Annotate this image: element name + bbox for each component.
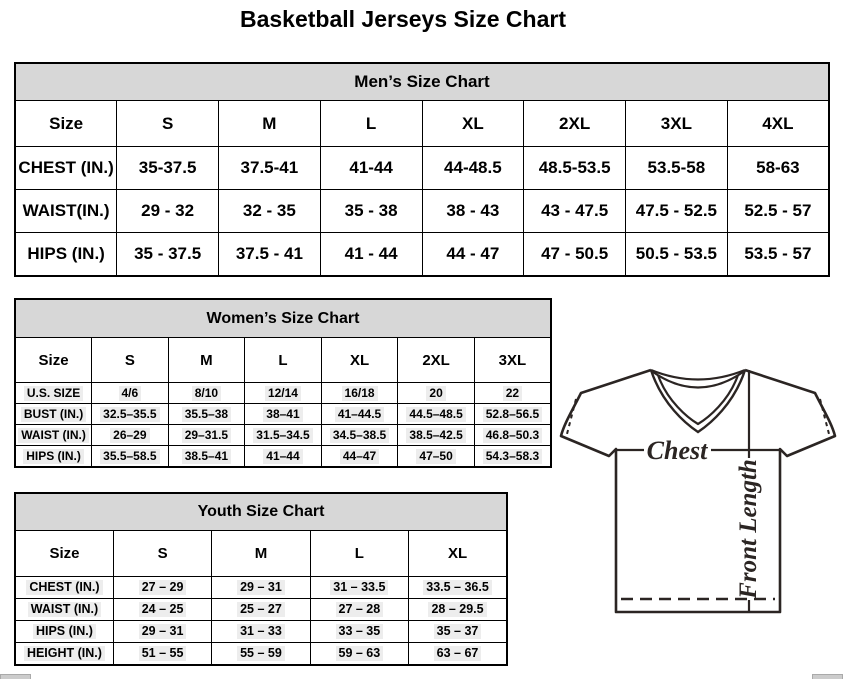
measurement-row [15,446,551,468]
size-range-value: 32.5–35.5 [100,407,159,422]
youth-chart-title: Youth Size Chart [15,493,507,531]
size-value-cell [409,577,507,599]
size-range-value: 33 – 35 [336,624,384,639]
size-value-cell [321,383,398,404]
size-range-value: 12/14 [265,386,301,401]
size-range-value: 52.8–56.5 [483,407,542,422]
col-header-size: Size [15,338,92,383]
size-value-cell [212,577,310,599]
measurement-row [15,233,829,277]
size-value-cell [320,147,422,190]
size-range-value: 43 - 47.5 [541,201,609,220]
size-value-cell [524,233,626,277]
measurement-row [15,621,507,643]
size-range-value: 35 - 37.5 [134,244,202,263]
size-value-cell [310,599,408,621]
size-value-cell [524,147,626,190]
size-value-cell [727,190,829,233]
chest-label: Chest [646,436,708,465]
measurement-label: CHEST (IN.) [26,580,102,595]
size-range-value: 38 - 43 [446,201,500,220]
measurement-label: WAIST (IN.) [18,428,89,443]
measurement-label-cell [15,190,117,233]
measurement-label: WAIST (IN.) [28,602,101,617]
size-range-value: 47–50 [416,449,455,464]
size-value-cell [320,190,422,233]
size-range-value: 27 – 28 [336,602,384,617]
size-value-cell [92,404,169,425]
size-range-value: 54.3–58.3 [483,449,542,464]
size-range-value: 53.5-58 [647,158,706,177]
size-range-value: 28 – 29.5 [428,602,486,617]
measurement-label-cell [15,599,113,621]
col-header-m: M [219,101,321,147]
size-value-cell [398,446,475,468]
size-value-cell [168,446,245,468]
size-range-value: 55 – 59 [237,646,285,661]
size-range-value: 4/6 [119,386,142,401]
measurement-label-cell [15,425,92,446]
measurement-row [15,425,551,446]
size-range-value: 47 - 50.5 [541,244,609,263]
size-value-cell [626,233,728,277]
size-range-value: 41–44 [263,449,302,464]
size-value-cell [474,425,551,446]
size-value-cell [168,404,245,425]
size-range-value: 35 – 37 [434,624,482,639]
size-range-value: 58-63 [756,158,800,177]
col-header-s: S [117,101,219,147]
size-value-cell [92,446,169,468]
size-value-cell [422,233,524,277]
size-value-cell [113,577,211,599]
size-range-value: 29 – 31 [139,624,187,639]
size-value-cell [92,383,169,404]
size-value-cell [398,404,475,425]
size-value-cell [310,643,408,666]
size-range-value: 33.5 – 36.5 [423,580,492,595]
size-range-value: 24 – 25 [139,602,187,617]
size-range-value: 37.5-41 [240,158,299,177]
size-range-value: 38–41 [263,407,302,422]
measurement-label: HEIGHT (IN.) [24,646,105,661]
size-range-value: 26–29 [110,428,149,443]
size-range-value: 59 – 63 [336,646,384,661]
size-value-cell [474,446,551,468]
size-value-cell [398,383,475,404]
size-value-cell [727,147,829,190]
size-value-cell [321,404,398,425]
measurement-label: HIPS (IN.) [27,244,105,263]
col-header-m: M [212,531,310,577]
col-header-l: L [245,338,322,383]
size-range-value: 41 - 44 [344,244,398,263]
size-range-value: 29 – 31 [237,580,285,595]
col-header-2xl: 2XL [524,101,626,147]
size-range-value: 50.5 - 53.5 [635,244,718,263]
mens-size-table [14,62,830,277]
measurement-label-cell [15,577,113,599]
measurement-row [15,643,507,666]
size-value-cell [524,190,626,233]
size-value-cell [168,425,245,446]
size-value-cell [219,190,321,233]
measurement-label: HIPS (IN.) [23,449,84,464]
col-header-3xl: 3XL [474,338,551,383]
measurement-label-cell [15,621,113,643]
size-value-cell [245,383,322,404]
size-range-value: 38.5–41 [182,449,231,464]
size-value-cell [117,233,219,277]
size-range-value: 52.5 - 57 [744,201,812,220]
size-range-value: 44 - 47 [446,244,500,263]
size-value-cell [474,404,551,425]
page-title: Basketball Jerseys Size Chart [239,6,566,32]
size-value-cell [422,190,524,233]
measurement-label-cell [15,383,92,404]
size-value-cell [321,446,398,468]
measurement-label: WAIST(IN.) [22,201,110,220]
scrollbar-left-button-fragment[interactable] [0,674,31,679]
col-header-m: M [168,338,245,383]
size-value-cell [310,621,408,643]
womens-size-table [14,298,552,468]
size-value-cell [92,425,169,446]
col-header-xl: XL [409,531,507,577]
measurement-row [15,190,829,233]
measurement-label-cell [15,643,113,666]
measurement-label: HIPS (IN.) [33,624,96,639]
size-range-value: 32 - 35 [242,201,296,220]
measurement-label-cell [15,233,117,277]
measurement-row [15,599,507,621]
size-value-cell [117,147,219,190]
col-header-l: L [320,101,422,147]
size-value-cell [727,233,829,277]
size-value-cell [212,621,310,643]
measurement-row [15,147,829,190]
col-header-3xl: 3XL [626,101,728,147]
womens-chart-title: Women’s Size Chart [15,299,551,338]
col-header-s: S [113,531,211,577]
size-range-value: 35 - 38 [344,201,398,220]
youth-size-table [14,492,508,666]
col-header-2xl: 2XL [398,338,475,383]
size-value-cell [212,599,310,621]
measurement-row [15,383,551,404]
jersey-measurement-diagram [554,362,842,622]
size-value-cell [474,383,551,404]
size-range-value: 41-44 [349,158,393,177]
size-range-value: 41–44.5 [335,407,384,422]
size-value-cell [168,383,245,404]
col-header-size: Size [15,531,113,577]
col-header-s: S [92,338,169,383]
size-value-cell [219,147,321,190]
size-range-value: 44–47 [340,449,379,464]
size-value-cell [219,233,321,277]
size-value-cell [245,404,322,425]
measurement-row [15,577,507,599]
col-header-size: Size [15,101,117,147]
size-value-cell [422,147,524,190]
size-range-value: 8/10 [192,386,221,401]
size-value-cell [212,643,310,666]
size-range-value: 29–31.5 [182,428,231,443]
size-range-value: 29 - 32 [141,201,195,220]
col-header-l: L [310,531,408,577]
size-value-cell [398,425,475,446]
size-value-cell [626,147,728,190]
size-range-value: 25 – 27 [237,602,285,617]
size-range-value: 34.5–38.5 [330,428,389,443]
size-range-value: 35.5–58.5 [100,449,159,464]
size-range-value: 31 – 33 [237,624,285,639]
size-range-value: 63 – 67 [434,646,482,661]
size-value-cell [320,233,422,277]
size-value-cell [245,446,322,468]
scrollbar-right-button-fragment[interactable] [812,674,843,679]
col-header-xl: XL [422,101,524,147]
size-range-value: 48.5-53.5 [538,158,611,177]
size-value-cell [245,425,322,446]
col-header-xl: XL [321,338,398,383]
measurement-row [15,404,551,425]
size-range-value: 31.5–34.5 [253,428,312,443]
size-range-value: 47.5 - 52.5 [635,201,718,220]
size-range-value: 35-37.5 [138,158,197,177]
size-value-cell [310,577,408,599]
mens-chart-title: Men’s Size Chart [15,63,829,101]
front-length-label: Front Length [735,459,762,599]
size-range-value: 46.8–50.3 [483,428,542,443]
size-range-value: 51 – 55 [139,646,187,661]
size-value-cell [626,190,728,233]
size-range-value: 44-48.5 [444,158,502,177]
measurement-label: BUST (IN.) [21,407,86,422]
size-value-cell [409,621,507,643]
size-range-value: 44.5–48.5 [406,407,465,422]
size-value-cell [409,599,507,621]
size-range-value: 37.5 - 41 [235,244,303,263]
size-value-cell [113,599,211,621]
col-header-4xl: 4XL [727,101,829,147]
size-range-value: 16/18 [342,386,378,401]
size-value-cell [113,643,211,666]
measurement-label-cell [15,446,92,468]
size-range-value: 27 – 29 [139,580,187,595]
size-range-value: 53.5 - 57 [744,244,812,263]
size-value-cell [409,643,507,666]
size-value-cell [113,621,211,643]
size-value-cell [321,425,398,446]
size-range-value: 35.5–38 [182,407,231,422]
size-range-value: 22 [503,386,522,401]
measurement-label-cell [15,147,117,190]
size-range-value: 31 – 33.5 [330,580,388,595]
measurement-label-cell [15,404,92,425]
measurement-label: U.S. SIZE [24,386,83,401]
measurement-label: CHEST (IN.) [18,158,114,177]
size-range-value: 20 [426,386,445,401]
size-range-value: 38.5–42.5 [406,428,465,443]
size-value-cell [117,190,219,233]
jersey-outline-icon [554,362,842,622]
